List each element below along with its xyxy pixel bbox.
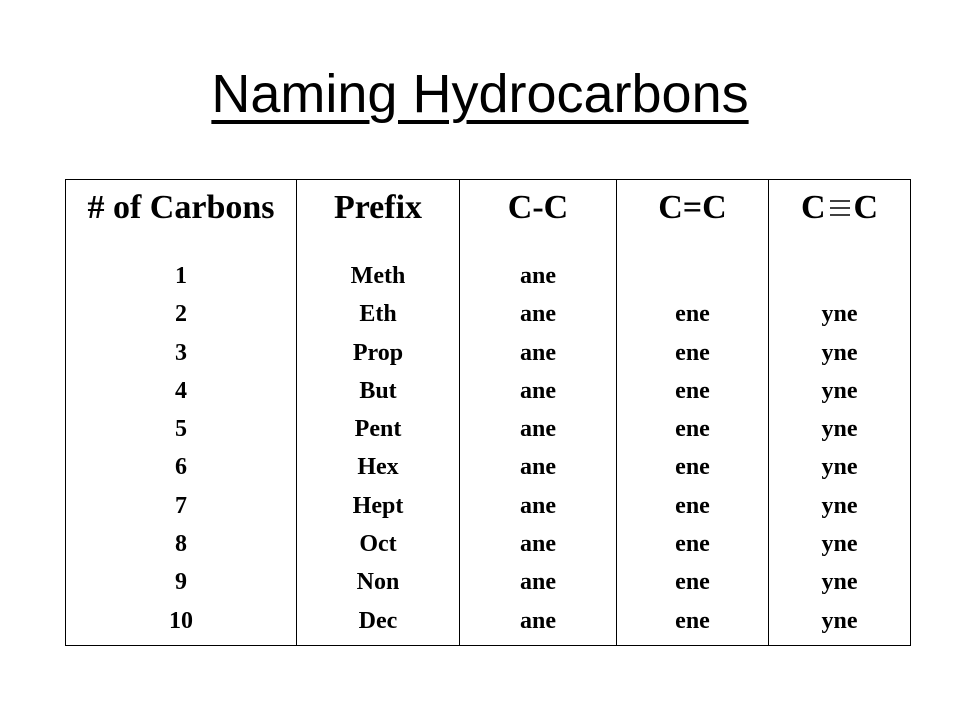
table-cell: ene xyxy=(675,454,710,481)
table-cell: ene xyxy=(675,607,710,634)
table-cell: Hept xyxy=(352,492,404,519)
table-cell: Oct xyxy=(359,531,397,558)
table-cell: ane xyxy=(520,263,556,289)
double-bond-cells xyxy=(617,257,768,640)
table-cell: 8 xyxy=(175,531,187,558)
triple-bond-left-atom: C xyxy=(800,189,826,226)
table-cell: 5 xyxy=(175,416,187,443)
table-cell: 6 xyxy=(175,454,187,481)
table-cell: ene xyxy=(675,339,710,366)
table-cell: ane xyxy=(520,416,556,443)
table-cell: ane xyxy=(520,377,556,404)
table-cell: Non xyxy=(356,569,400,596)
double-bond-header: C=C xyxy=(658,189,727,226)
table-cell: Pent xyxy=(354,416,402,443)
table-cell: ane xyxy=(520,607,556,634)
table-cell: yne xyxy=(821,607,858,634)
triple-bond-header xyxy=(769,183,910,233)
table-cell: ene xyxy=(675,416,710,443)
carbons-header: # of Carbons xyxy=(87,189,275,226)
table-cell: 1 xyxy=(175,263,187,289)
table-cell: Prop xyxy=(352,339,404,366)
table-cell: yne xyxy=(821,377,858,404)
table-cell: Dec xyxy=(358,607,398,634)
table-cell: yne xyxy=(821,492,858,519)
single-bond-cells xyxy=(460,257,616,640)
table-cell: ene xyxy=(675,531,710,558)
table-cell: ane xyxy=(520,531,556,558)
table-cell: ene xyxy=(675,492,710,519)
table-cell: yne xyxy=(821,569,858,596)
prefix-cells xyxy=(297,257,459,640)
table-cell: ene xyxy=(675,569,710,596)
hydrocarbon-naming-table xyxy=(65,179,911,646)
table-cell: ene xyxy=(675,301,710,328)
table-cell: 9 xyxy=(175,569,187,596)
table-cell: 7 xyxy=(175,492,187,519)
table-cell: yne xyxy=(821,339,858,366)
table-cell: ane xyxy=(520,301,556,328)
triple-bond-column xyxy=(768,180,910,645)
table-cell: Eth xyxy=(359,301,397,328)
prefix-header: Prefix xyxy=(333,189,423,226)
table-cell: 4 xyxy=(175,377,187,404)
carbons-column xyxy=(66,180,296,645)
table-cell: 10 xyxy=(169,607,193,634)
table-cell xyxy=(617,257,768,295)
single-bond-header: C-C xyxy=(507,189,569,226)
table-cell: ane xyxy=(520,569,556,596)
table-cell: Hex xyxy=(357,454,399,481)
prefix-column xyxy=(296,180,459,645)
slide-title: Naming Hydrocarbons xyxy=(211,64,749,124)
double-bond-column xyxy=(616,180,768,645)
single-bond-column xyxy=(459,180,616,645)
table-cell: 2 xyxy=(175,301,187,328)
table-cell: yne xyxy=(821,454,858,481)
table-cell: 3 xyxy=(175,339,187,366)
table-cell: ene xyxy=(675,377,710,404)
triple-bond-cells xyxy=(769,257,910,640)
table-cell xyxy=(769,257,910,295)
table-cell: ane xyxy=(520,454,556,481)
table-cell: yne xyxy=(821,531,858,558)
table-cell: yne xyxy=(821,416,858,443)
table-cell: But xyxy=(359,377,397,404)
triple-bond-right-atom: C xyxy=(853,189,879,226)
table-cell: Meth xyxy=(350,263,406,289)
table-cell: yne xyxy=(821,301,858,328)
table-cell: ane xyxy=(520,339,556,366)
carbons-cells xyxy=(66,257,296,640)
triple-bond-icon xyxy=(829,199,851,217)
table-cell: ane xyxy=(520,492,556,519)
